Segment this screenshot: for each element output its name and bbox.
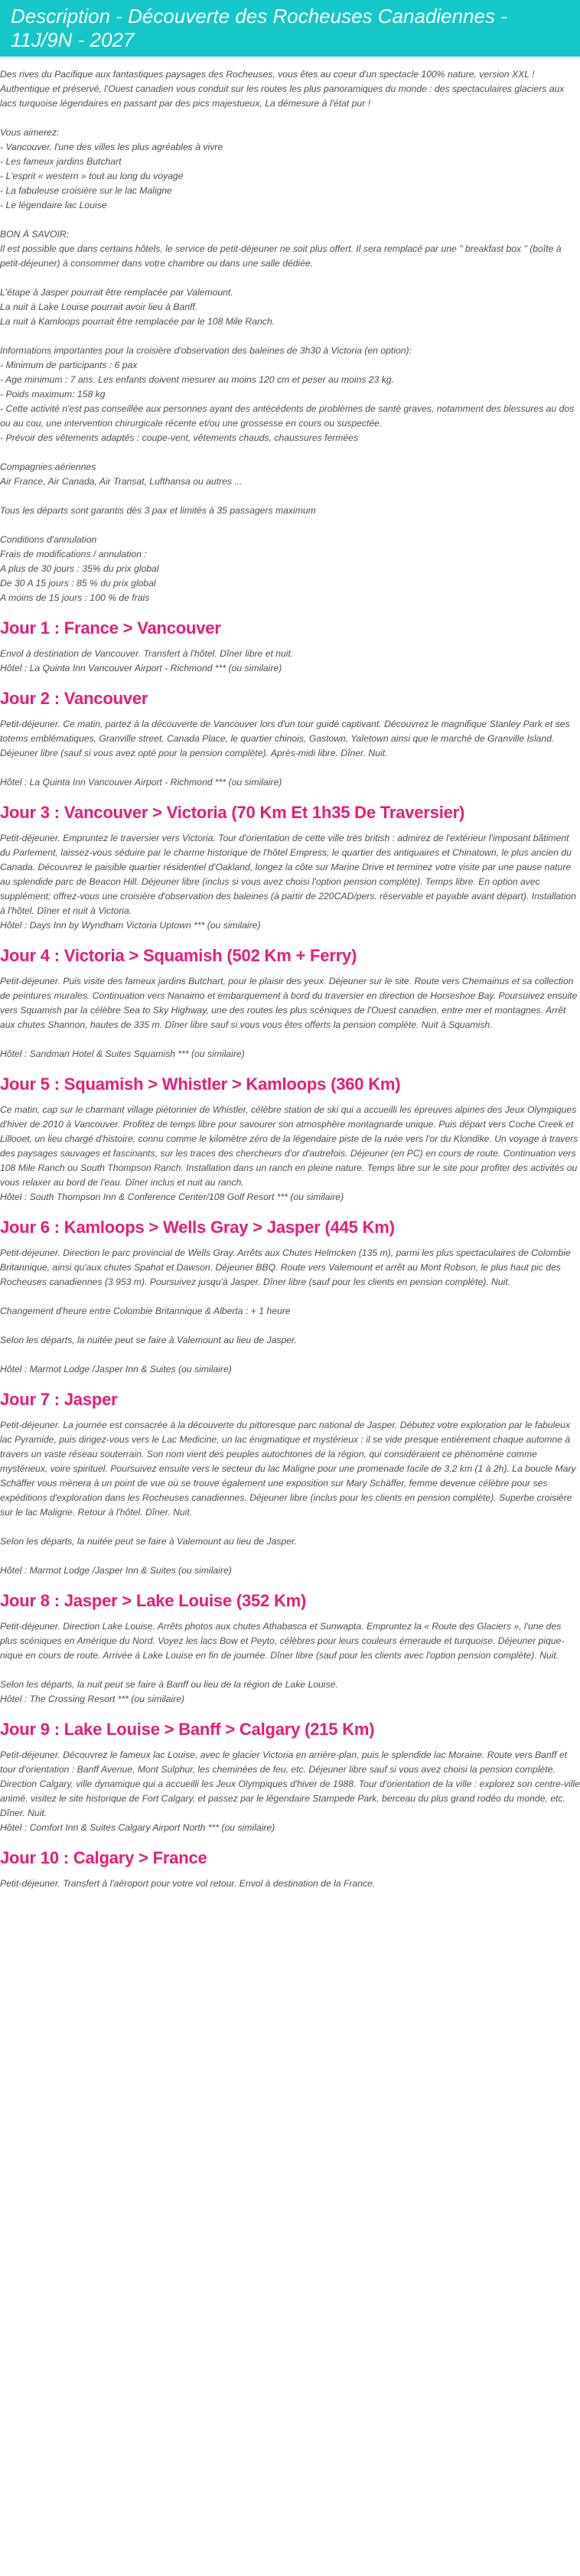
day-title: Jour 6 : Kamloops > Wells Gray > Jasper (445 Km) <box>0 1218 395 1237</box>
intro-paragraph: - Age minimum : 7 ans. Les enfants doivent mesurer au moins 120 cm et peser au moins 23 kg. <box>0 374 395 385</box>
day-paragraph: Hôtel : Comfort Inn & Suites Calgary Airport North *** (ou similaire) <box>0 1822 275 1833</box>
day-title: Jour 1 : France > Vancouver <box>0 618 221 637</box>
day-body <box>0 717 580 790</box>
intro-paragraph: Des rives du Pacifique aux fantastiques paysages des Rocheuses, vous êtes au coeur d'un spectacle 100% nature, version XXL ! Authentique et préservé, l'Ouest canadien vous conduit sur les routes les plus panoramiques du monde : des spectaculaires glaciers aux lacs turquoise légendaires en passant par des pics majestueux, La démesure à l'état pur ! <box>0 69 565 109</box>
page-title: Description - Découverte des Rocheuses Canadiennes - 11J/9N - 2027 <box>0 0 580 57</box>
day-paragraph: Hôtel : La Quinta Inn Vancouver Airport - Richmond *** (ou similaire) <box>0 663 282 673</box>
day-body <box>0 647 580 676</box>
intro-paragraph: Air France, Air Canada, Air Transat, Lufthansa ou autres ... <box>0 476 243 487</box>
day-paragraph: Hôtel : La Quinta Inn Vancouver Airport - Richmond *** (ou similaire) <box>0 777 282 787</box>
day-paragraph: Selon les départs, la nuit peut se faire à Banff ou lieu de la région de Lake Louise. <box>0 1679 338 1690</box>
intro-paragraph: - Les fameux jardins Butchart <box>0 156 122 167</box>
spacer <box>0 213 578 227</box>
day-section <box>0 1719 580 1835</box>
intro-paragraph: - Cette activité n'est pas conseillée aux personnes ayant des antécédents de problèmes de santé graves, notamment des blessures au dos ou au cou, une intervention chirurgicale récente et/ou une grossesse en cours ou suspectée. <box>0 403 575 429</box>
spacer <box>0 271 578 285</box>
day-paragraph: Petit-déjeuner. Empruntez le traversier vers Victoria. Tour d'orientation de cette ville très british : admirez de l'extérieur l'imposant bâtiment du Parlement, laissez-vous séduire par le charme historique de l'hôtel Empress, le quartier des antiquaires et Chinatown, le plus ancien du Canada. Découvrez le paisible quartier résidentiel d'Oakland, longez la côte sur Marine Drive et terminez votre visite par une pause nature au splendide parc de Beacon Hill. Déjeuner libre (inclus si vous avez choisi l'option pension complète). Temps libre. En option avec supplément; offrez-vous une croisière d'observation des baleines (à partir de 220CAD/pers. réservable et payable avant départ). Installation à l'hôtel. Dîner et nuit à Victoria. <box>0 833 576 916</box>
spacer <box>0 489 578 504</box>
intro-paragraph: BON À SAVOIR: <box>0 229 70 240</box>
spacer <box>0 1348 580 1362</box>
spacer <box>0 111 578 126</box>
intro-paragraph: De 30 A 15 jours : 85 % du prix global <box>0 578 156 589</box>
intro-paragraph: - Prévoir des vêtements adaptés : coupe-vent, vêtements chauds, chaussures fermées <box>0 432 359 443</box>
day-paragraph: Petit-déjeuner. Transfert à l'aéroport pour votre vol retour. Envol à destination de la France. <box>0 1878 376 1889</box>
day-body <box>0 1418 580 1578</box>
day-paragraph: Selon les départs, la nuitée peut se faire à Valemount au lieu de Jasper. <box>0 1536 297 1547</box>
day-body <box>0 831 580 933</box>
intro-paragraph: La nuit à Lake Louise pourrait avoir lieu à Banff. <box>0 302 198 312</box>
day-title: Jour 9 : Lake Louise > Banff > Calgary (215 Km) <box>0 1720 375 1739</box>
day-section <box>0 1590 580 1707</box>
day-paragraph: Changement d'heure entre Colombie Britannique & Alberta : + 1 heure <box>0 1306 291 1316</box>
spacer <box>0 1319 580 1333</box>
day-title: Jour 2 : Vancouver <box>0 689 148 708</box>
intro-paragraph: - Le légendaire lac Louise <box>0 200 107 210</box>
day-body <box>0 1877 580 1891</box>
day-paragraph: Hôtel : Sandman Hotel & Suites Squamish *** (ou similaire) <box>0 1048 245 1059</box>
day-section <box>0 1389 580 1578</box>
intro-paragraph: Vous aimerez: <box>0 127 60 138</box>
day-section <box>0 802 580 933</box>
spacer <box>0 1549 580 1564</box>
day-paragraph: Petit-déjeuner. Découvrez le fameux lac Louise, avec le glacier Victoria en arrière-plan, puis le splendide lac Moraine. Route vers Banff et tour d'orientation : Banff Avenue, Mont Sulphur, les cheminées de feu, etc. Déjeuner libre sauf si vous avez choisi la pension complète. Direction Calgary, ville dynamique qui a accueilli les Jeux Olympiques d'hiver de 1988. Tour d'orientation de la ville : explorez son centre-ville animé, visitez le site historique de Fort Calgary, et passez par le légendaire Stampede Park, berceau du plus grand rodéo du monde, etc. Dîner. Nuit. <box>0 1749 580 1818</box>
itinerary <box>0 618 580 1891</box>
day-title: Jour 4 : Victoria > Squamish (502 Km + Ferry) <box>0 946 357 965</box>
spacer <box>0 518 578 533</box>
day-title: Jour 7 : Jasper <box>0 1390 118 1409</box>
intro-paragraph: A moins de 15 jours : 100 % de frais <box>0 592 150 603</box>
day-section <box>0 688 580 790</box>
spacer <box>0 1520 580 1534</box>
spacer <box>0 445 578 460</box>
intro-paragraph: - Poids maximum: 158 kg <box>0 389 106 399</box>
day-paragraph: Petit-déjeuner. Ce matin, partez à la découverte de Vancouver lors d'un tour guidé captivant. Découvrez le magnifique Stanley Park et ses totems emblématiques, Granville street, Canada Place, le quartier chinois, Gastown, Yaletown ainsi que le marché de Granville Island. Déjeuner libre (sauf si vous avez opté pour la pension complète). Après-midi libre. Dîner. Nuit. <box>0 719 570 758</box>
day-paragraph: Ce matin, cap sur le charmant village piétonnier de Whistler, célèbre station de ski qui a accueilli les épreuves alpines des Jeux Olympiques d'hiver de 2010 à Vancouver. Profitez de temps libre pour savourer son atmosphère montagnarde unique. Puis départ vers Coche Creek et Lillooet, un lieu chargé d'histoire, connu comme le kilomètre zéro de la légendaire piste de la ruée vers l'or du Klondike. Un voyage à travers des paysages sauvages et fascinants, sur les traces des chercheurs d'or d'autrefois. Déjeuner (en PC) en cours de route. Continuation vers 108 Mile Ranch ou South Thompson Ranch. Installation dans un ranch en pleine nature. Temps libre sur le site pour profiter des activités ou vous relaxer au bord de l'eau. Dîner inclus et nuit au ranch. <box>0 1104 578 1188</box>
intro-paragraph: La nuit à Kamloops pourrait être remplacée par le 108 Mile Ranch. <box>0 316 275 327</box>
day-paragraph: Petit-déjeuner. Direction le parc provincial de Wells Gray. Arrêts aux Chutes Helmcken (135 m), parmi les plus spectaculaires de Colombie Britannique, ainsi qu'aux chutes Spahat et Dawson. Déjeuner BBQ. Route vers Valemount et arrêt au Mont Robson, le plus haut pic des Rocheuses canadiennes (3 953 m). Poursuivez jusqu'à Jasper. Dîner libre (sauf pour les clients en pension complète). Nuit. <box>0 1247 571 1287</box>
day-paragraph: Petit-déjeuner. La journée est consacrée à la découverte du pittoresque parc national de Jasper. Débutez votre exploration par le fabuleux lac Pyramide, puis dirigez-vous vers le Lac Medicine, un lac énigmatique et mystérieux : il se vide presque entièrement chaque automne à travers un vaste réseau souterrain. Son nom vient des peuples autochtones de la région, qui considéraient ce phénomène comme mystérieux, voire spirituel. Poursuivez ensuite vers le secteur du lac Maligne pour une promenade facile de 3,2 km (1 à 2h). La boucle Mary Schäffer vous mènera à un point de vue où se trouve également une exposition sur Mary Schäffer, femme devenue célèbre pour ses expéditions d'exploration dans les Rocheuses canadiennes. Déjeuner libre (inclus pour les clients en pension complète). Superbe croisière sur le lac Maligne. Retour à l'hôtel. Dîner. Nuit. <box>0 1420 576 1518</box>
day-section <box>0 1217 580 1377</box>
intro-paragraph: L'étape à Jasper pourrait être remplacée par Valemount. <box>0 287 233 298</box>
day-paragraph: Hôtel : Marmot Lodge /Jasper Inn & Suites (ou similaire) <box>0 1565 232 1576</box>
day-section <box>0 945 580 1061</box>
intro-paragraph: - Vancouver, l'une des villes les plus agréables à vivre <box>0 142 223 152</box>
intro-paragraph: A plus de 30 jours : 35% du prix global <box>0 563 159 574</box>
spacer <box>0 329 578 344</box>
day-section <box>0 618 580 676</box>
intro-paragraph: - La fabuleuse croisière sur le lac Maligne <box>0 185 172 196</box>
intro-paragraph: - L'esprit « western » tout au long du voyage <box>0 171 184 181</box>
spacer <box>0 1290 580 1304</box>
intro-section <box>0 57 580 605</box>
day-section <box>0 1074 580 1205</box>
day-body <box>0 1246 580 1377</box>
spacer <box>0 1032 580 1047</box>
day-paragraph: Hôtel : The Crossing Resort *** (ou similaire) <box>0 1694 185 1704</box>
day-title: Jour 10 : Calgary > France <box>0 1848 207 1867</box>
intro-paragraph: Compagnies aériennes <box>0 461 96 472</box>
day-paragraph: Selon les départs, la nuitée peut se faire à Valemount au lieu de Jasper. <box>0 1335 297 1345</box>
day-paragraph: Petit-déjeuner. Puis visite des fameux jardins Butchart, pour le plaisir des yeux. Déjeuner sur le site. Route vers Chemainus et sa collection de peintures murales. Continuation vers Nanaimo et embarquement à bord du traversier en direction de Horseshoe Bay. Poursuivez ensuite vers Squamish par la célèbre Sea to Sky Highway, une des routes les plus scéniques de l'Ouest canadien, entre mer et montagnes. Arrêt aux chutes Shannon, hautes de 335 m. Dîner libre sauf si vous vous êtes offerts la pension complète. Nuit à Squamish. <box>0 976 578 1030</box>
intro-paragraph: Frais de modifications / annulation : <box>0 549 147 559</box>
intro-paragraph: Il est possible que dans certains hôtels, le service de petit-déjeuner ne soit plus offert. Il sera remplacé par une " breakfast box " (boîte à petit-déjeuner) à consommer dans votre chambre ou dans une salle dédiée. <box>0 243 562 269</box>
day-paragraph: Petit-déjeuner. Direction Lake Louise. Arrêts photos aux chutes Athabasca et Sunwapta. Empruntez la « Route des Glaciers », l'une des plus scéniques en Amérique du Nord. Voyez les lacs Bow et Peyto, célèbres pour leurs couleurs émeraude et turquoise. Déjeuner pique-nique en cours de route. Arrivée à Lake Louise en fin de journée. Dîner libre (sauf pour les clients avec l'option pension complète). Nuit. <box>0 1621 565 1661</box>
day-title: Jour 8 : Jasper > Lake Louise (352 Km) <box>0 1591 307 1610</box>
day-paragraph: Envol à destination de Vancouver. Transfert à l'hôtel. Dîner libre et nuit. <box>0 648 294 659</box>
day-paragraph: Hôtel : Days Inn by Wyndham Victoria Uptown *** (ou similaire) <box>0 920 261 931</box>
spacer <box>0 1663 580 1678</box>
day-body <box>0 1619 580 1707</box>
intro-paragraph: Informations importantes pour la croisière d'observation des baleines de 3h30 à Victoria (en option): <box>0 345 412 356</box>
day-body <box>0 1748 580 1835</box>
day-body <box>0 974 580 1061</box>
day-title: Jour 5 : Squamish > Whistler > Kamloops (360 Km) <box>0 1074 401 1094</box>
intro-paragraph: Conditions d'annulation <box>0 534 97 545</box>
day-body <box>0 1103 580 1205</box>
intro-paragraph: - Minimum de participants : 6 pax <box>0 360 138 370</box>
day-section <box>0 1847 580 1891</box>
day-title: Jour 3 : Vancouver > Victoria (70 Km Et 1h35 De Traversier) <box>0 803 465 822</box>
intro-paragraph: Tous les départs sont garantis dès 3 pax et limités à 35 passagers maximum <box>0 505 316 516</box>
day-paragraph: Hôtel : Marmot Lodge /Jasper Inn & Suites (ou similaire) <box>0 1364 232 1374</box>
day-paragraph: Hôtel : South Thompson Inn & Conference Center/108 Golf Resort *** (ou similaire) <box>0 1192 344 1202</box>
spacer <box>0 761 580 775</box>
